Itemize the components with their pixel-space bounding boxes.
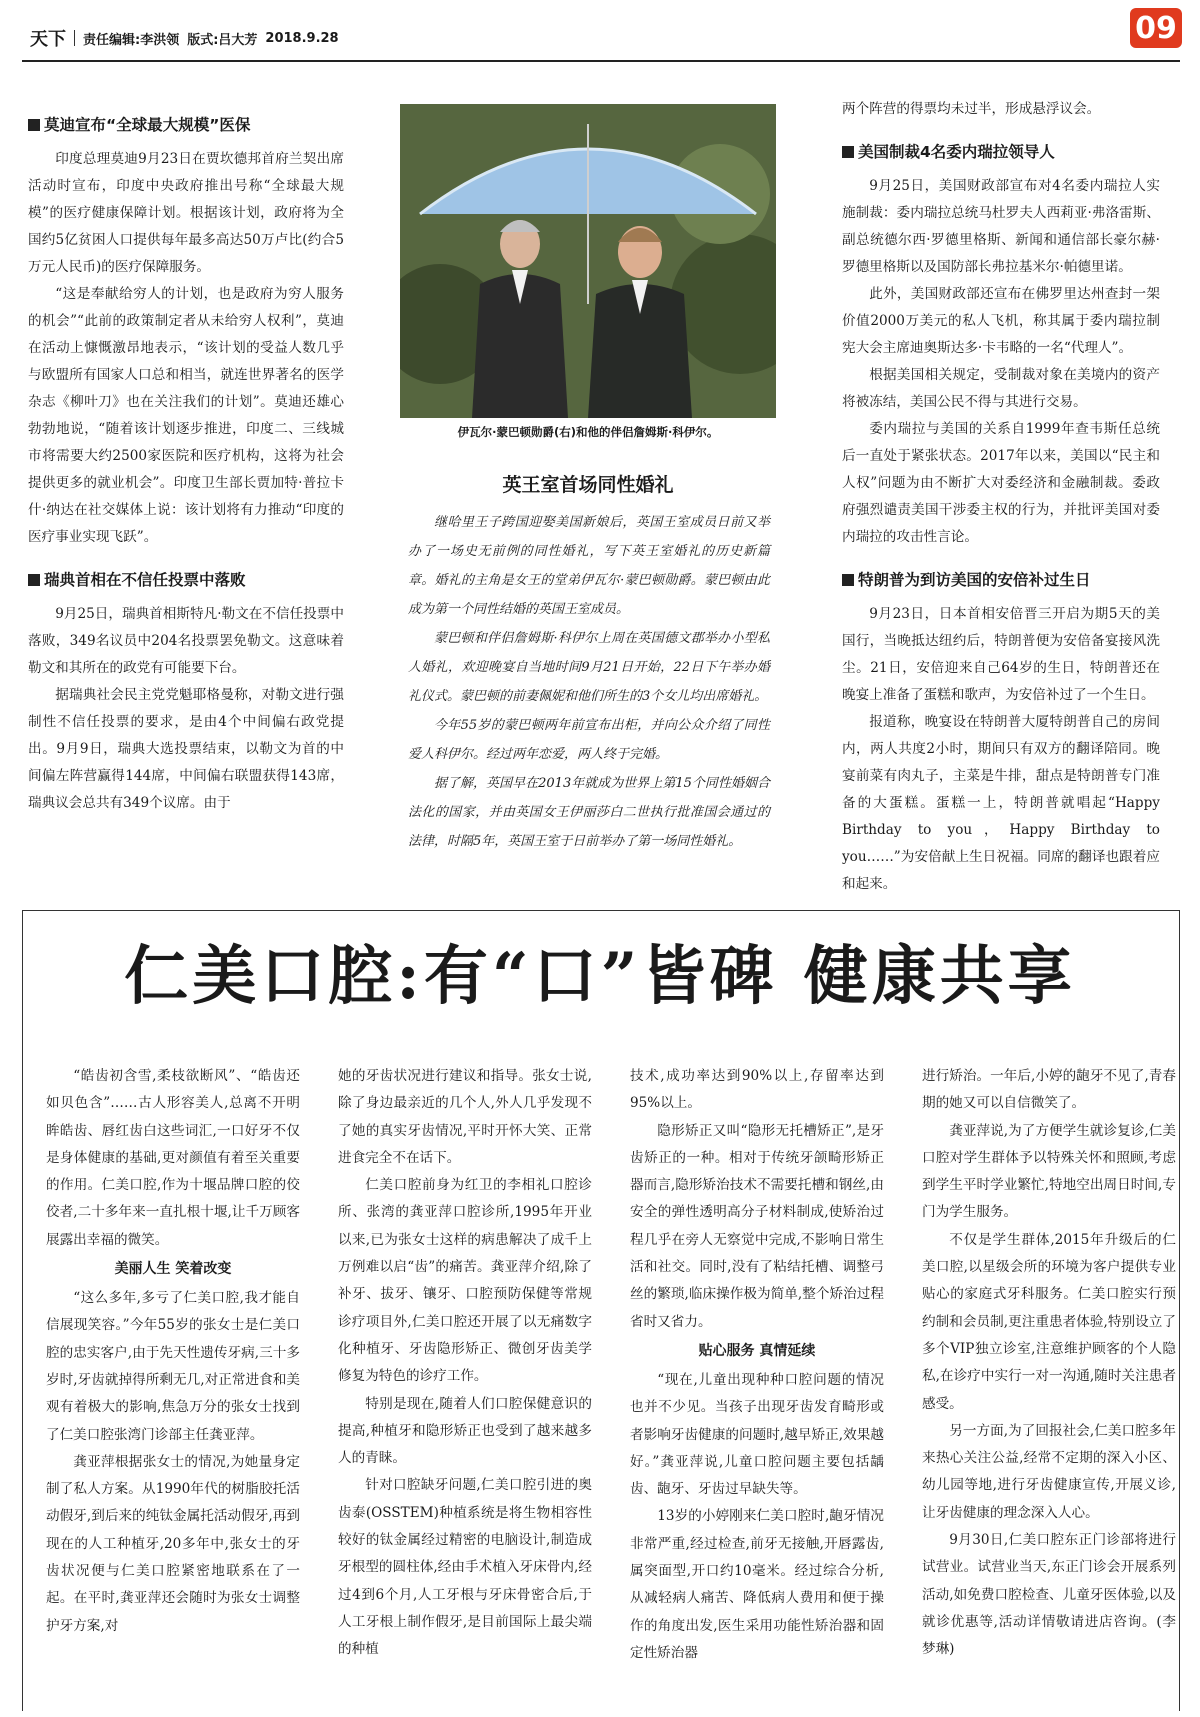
ad-paragraph: 技术,成功率达到90%以上,存留率达到95%以上。 bbox=[630, 1068, 884, 1112]
ad-paragraph: 龚亚萍根据张女士的情况,为她量身定制了私人方案。从1990年代的树脂胶托活动假牙,到后来的纯钛金属托活动假牙,再到现在的人工种植牙,20多年中,张女士的牙齿状况便与仁美口腔紧密地联系在了一起。在平时,龚亚萍还会随时为张女士调整护牙方案,对 bbox=[46, 1453, 300, 1634]
article-paragraph: 此外，美国财政部还宣布在佛罗里达州查封一架价值2000万美元的私人飞机，称其属于委内瑞拉制宪大会主席迪奥斯达多·卡韦略的一名“代理人”。 bbox=[842, 286, 1160, 356]
news-column-left bbox=[28, 106, 344, 817]
wedding-photo bbox=[400, 104, 776, 418]
news-column-middle bbox=[408, 508, 770, 856]
section-name: 天下 bbox=[30, 29, 66, 50]
ad-paragraph: 进行矫治。一年后,小婷的龅牙不见了,青春期的她又可以自信微笑了。 bbox=[922, 1068, 1176, 1112]
editor-credit: 责任编辑:李洪领 bbox=[83, 32, 180, 48]
photo-caption: 伊瓦尔·蒙巴顿勋爵(右)和他的伴侣詹姆斯·科伊尔。 bbox=[457, 425, 719, 439]
headline-sweden: 瑞典首相在不信任投票中落败 bbox=[28, 567, 344, 593]
header-rule bbox=[22, 60, 1180, 62]
article-paragraph: 据了解，英国早在2013年就成为世界上第15个同性婚姻合法化的国家，并由英国女王伊丽莎白二世执行批准国会通过的法律，时隔5年，英国王室于日前举办了第一场同性婚礼。 bbox=[408, 776, 770, 849]
headline-bullet-icon bbox=[842, 574, 854, 586]
ad-paragraph: 不仅是学生群体,2015年升级后的仁美口腔,以星级会所的环境为客户提供专业贴心的家庭式牙科服务。仁美口腔实行预约制和会员制,更注重患者体验,特别设立了多个VIP独立诊室,注意维护顾客的个人隐私,在诊疗中实行一对一沟通,随时关注患者感受。 bbox=[922, 1231, 1176, 1412]
article-paragraph: 继哈里王子跨国迎娶美国新娘后，英国王室成员日前又举办了一场史无前例的同性婚礼，写下英王室婚礼的历史新篇章。婚礼的主角是女王的堂弟伊瓦尔·蒙巴顿勋爵。蒙巴顿由此成为第一个同性结婚的英国王室成员。 bbox=[408, 515, 770, 617]
spacer bbox=[842, 123, 1160, 133]
ad-paragraph: “现在,儿童出现种种口腔问题的情况也并不少见。当孩子出现牙齿发育畸形或者影响牙齿健康的问题时,越早矫正,效果越好。”龚亚萍说,儿童口腔问题主要包括龋齿、龅牙、牙齿过早缺失等。 bbox=[630, 1371, 884, 1498]
page-header bbox=[30, 22, 1170, 54]
ad-paragraph: 龚亚萍说,为了方便学生就诊复诊,仁美口腔对学生群体予以特殊关怀和照顾,考虑到学生平时学业繁忙,特地空出周日时间,专门为学生服务。 bbox=[922, 1122, 1176, 1221]
page-number: 09 bbox=[1130, 8, 1182, 48]
article-paragraph: 印度总理莫迪9月23日在贾坎德邦首府兰契出席活动时宣布，印度中央政府推出号称“全球最大规模”的医疗健康保障计划。根据该计划，政府将为全国约5亿贫困人口提供每年最多高达50万卢比(约合5万元人民币)的医疗保障服务。 bbox=[28, 151, 344, 275]
ad-paragraph: 13岁的小婷刚来仁美口腔时,龅牙情况非常严重,经过检查,前牙无接触,开唇露齿,属突面型,开口约10毫米。经过综合分析,从减轻病人痛苦、降低病人费用和便于操作的角度出发,医生采用功能性矫治器和固定性矫治器 bbox=[630, 1508, 884, 1661]
article-paragraph: “这是奉献给穷人的计划，也是政府为穷人服务的机会”“此前的政策制定者从未给穷人权利”，莫迪在活动上慷慨激昂地表示，“该计划的受益人数几乎与欧盟所有国家人口总和相当，就连世界著名的医学杂志《柳叶刀》也在关注我们的计划”。莫迪还雄心勃勃地说，“随着该计划逐步推进，印度二、三线城市将需要大约2500家医院和医疗机构，这将为社会提供更多的就业机会”。印度卫生部长贾加特·普拉卡什·纳达在社交媒体上说：该计划将有力推动“印度的医疗事业实现飞跃”。 bbox=[28, 286, 344, 545]
headline-modi: 莫迪宣布“全球最大规模”医保 bbox=[28, 112, 344, 138]
ad-paragraph: 9月30日,仁美口腔东正门诊部将进行试营业。试营业当天,东正门诊会开展系列活动,如免费口腔检查、儿童牙医体验,以及就诊优惠等,活动详情敬请进店咨询。(李梦琳) bbox=[922, 1532, 1176, 1658]
ad-subheading: 美丽人生 笑着改变 bbox=[114, 1261, 232, 1278]
ad-paragraph: 特别是现在,随着人们口腔保健意识的提高,种植牙和隐形矫正也受到了越来越多人的青睐。 bbox=[338, 1395, 592, 1467]
spacer bbox=[842, 551, 1160, 561]
article-paragraph: 报道称，晚宴设在特朗普大厦特朗普自己的房间内，两人共度2小时，期间只有双方的翻译陪同。晚宴前菜有肉丸子，主菜是牛排，甜点是特朗普专门准备的大蛋糕。蛋糕一上，特朗普就唱起“Happy Birthday to you，Happy Birthday to you……”为安倍献上生日祝福。同席的翻译也跟着应和起来。 bbox=[842, 714, 1160, 892]
ad-column-1 bbox=[46, 1063, 300, 1640]
headline-venezuela: 美国制裁4名委内瑞拉领导人 bbox=[842, 139, 1160, 165]
headline-bullet-icon bbox=[28, 574, 40, 586]
issue-date: 2018.9.28 bbox=[265, 30, 339, 46]
news-column-right bbox=[842, 96, 1160, 898]
ad-column-4 bbox=[922, 1063, 1176, 1664]
ad-paragraph: 另一方面,为了回报社会,仁美口腔多年来热心关注公益,经常不定期的深入小区、幼儿园等地,进行牙齿健康宣传,开展义诊,让牙齿健康的理念深入人心。 bbox=[922, 1422, 1176, 1521]
layout-credit: 版式:吕大芳 bbox=[187, 32, 258, 48]
article-paragraph: 9月25日，美国财政部宣布对4名委内瑞拉人实施制裁：委内瑞拉总统马杜罗夫人西莉亚·弗洛雷斯、副总统德尔西·罗德里格斯、新闻和通信部长豪尔赫·罗德里格斯以及国防部长弗拉基米尔·帕德里诺。 bbox=[842, 178, 1160, 275]
ad-paragraph: 隐形矫正又叫“隐形无托槽矫正”,是牙齿矫正的一种。相对于传统牙颌畸形矫正器而言,隐形矫治技术不需要托槽和钢丝,由安全的弹性透明高分子材料制成,使矫治过程几乎在旁人无察觉中完成,不影响日常生活和社交。同时,没有了粘结托槽、调整弓丝的繁琐,临床操作极为简单,整个矫治过程省时又省力。 bbox=[630, 1122, 884, 1330]
ad-paragraph: “皓齿初含雪,柔枝欲断风”、“皓齿还如贝色含”……古人形容美人,总离不开明眸皓齿、唇红齿白这些词汇,一口好牙不仅是身体健康的基础,更对颜值有着至关重要的作用。仁美口腔,作为十堰品牌口腔的佼佼者,二十多年来一直扎根十堰,让千万顾客展露出幸福的微笑。 bbox=[46, 1068, 300, 1248]
advertorial-title: 仁美口腔:有“口”皆碑 健康共享 bbox=[124, 939, 1076, 1014]
ad-subheading: 贴心服务 真情延续 bbox=[698, 1342, 816, 1359]
ad-column-3 bbox=[630, 1063, 884, 1667]
ad-paragraph: 针对口腔缺牙问题,仁美口腔引进的奥齿泰(OSSTEM)种植系统是将生物相容性较好的钛金属经过精密的电脑设计,制造成牙根型的圆柱体,经由手术植入牙床骨内,经过4到6个月,人工牙根与牙床骨密合后,于人工牙根上制作假牙,是目前国际上最尖端的种植 bbox=[338, 1477, 592, 1658]
headline-bullet-icon bbox=[28, 119, 40, 131]
article-paragraph: 蒙巴顿和伴侣詹姆斯·科伊尔上周在英国德文郡举办小型私人婚礼，欢迎晚宴自当地时间9月21日开始，22日下午举办婚礼仪式。蒙巴顿的前妻佩妮和他们所生的3个女儿均出席婚礼。 bbox=[408, 631, 770, 704]
article-paragraph: 今年55岁的蒙巴顿两年前宣布出柜，并向公众介绍了同性爱人科伊尔。经过两年恋爱，两人终于完婚。 bbox=[408, 718, 770, 762]
ad-paragraph: 她的牙齿状况进行建议和指导。张女士说,除了身边最亲近的几个人,外人几乎发现不了她的真实牙齿情况,平时开怀大笑、正常进食完全不在话下。 bbox=[338, 1068, 592, 1166]
article-paragraph: 委内瑞拉与美国的关系自1999年查韦斯任总统后一直处于紧张状态。2017年以来，美国以“民主和人权”问题为由不断扩大对委经济和金融制裁。委政府强烈谴责美国干涉委主权的行为，并批评美国对委内瑞拉的攻击性言论。 bbox=[842, 421, 1160, 545]
spacer bbox=[28, 551, 344, 561]
headline-royal-wedding: 英王室首场同性婚礼 bbox=[502, 474, 674, 496]
header-divider bbox=[74, 30, 75, 46]
article-paragraph: 据瑞典社会民主党党魁耶格曼称，对勒文进行强制性不信任投票的要求，是由4个中间偏右政党提出。9月9日，瑞典大选投票结束，以勒文为首的中间偏左阵营赢得144席，中间偏右联盟获得143席，瑞典议会总共有349个议席。由于 bbox=[28, 687, 344, 811]
ad-paragraph: “这么多年,多亏了仁美口腔,我才能自信展现笑容。”今年55岁的张女士是仁美口腔的忠实客户,由于先天性遗传牙病,三十多岁时,牙齿就掉得所剩无几,对正常进食和美观有着极大的影响,焦急万分的张女士找到了仁美口腔张湾门诊部主任龚亚萍。 bbox=[46, 1290, 300, 1443]
article-paragraph: 9月23日，日本首相安倍晋三开启为期5天的美国行，当晚抵达纽约后，特朗普便为安倍备宴接风洗尘。21日，安倍迎来自己64岁的生日，特朗普还在晚宴上准备了蛋糕和歌声，为安倍补过了一个生日。 bbox=[842, 606, 1160, 703]
ad-paragraph: 仁美口腔前身为红卫的李相礼口腔诊所、张湾的龚亚萍口腔诊所,1995年开业以来,已为张女士这样的病患解决了成千上万例难以启“齿”的痛苦。龚亚萍介绍,除了补牙、拔牙、镶牙、口腔预防保健等常规诊疗项目外,仁美口腔还开展了以无痛数字化种植牙、牙齿隐形矫正、微创牙齿美学修复为特色的诊疗工作。 bbox=[338, 1177, 592, 1385]
headline-bullet-icon bbox=[842, 146, 854, 158]
ad-column-2 bbox=[338, 1063, 592, 1664]
wedding-photo-illustration bbox=[400, 104, 776, 418]
article-paragraph: 两个阵营的得票均未过半，形成悬浮议会。 bbox=[842, 101, 1101, 117]
headline-trump-abe: 特朗普为到访美国的安倍补过生日 bbox=[842, 567, 1160, 593]
article-paragraph: 根据美国相关规定，受制裁对象在美境内的资产将被冻结，美国公民不得与其进行交易。 bbox=[842, 367, 1160, 410]
article-paragraph: 9月25日，瑞典首相斯特凡·勒文在不信任投票中落败，349名议员中204名投票罢免勒文。这意味着勒文和其所在的政党有可能要下台。 bbox=[28, 606, 344, 676]
